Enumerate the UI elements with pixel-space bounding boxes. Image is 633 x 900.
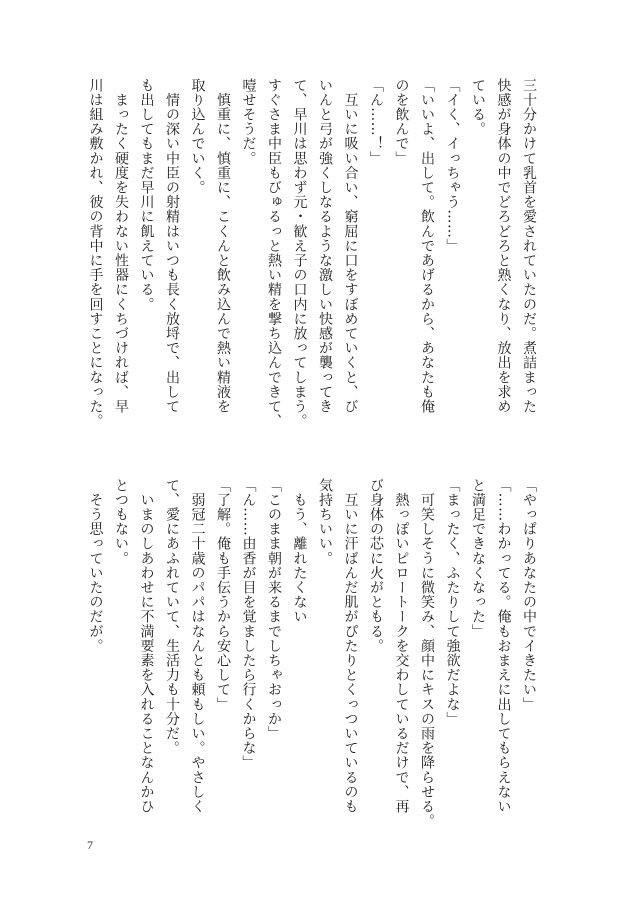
text-line: 快感が身体の中でどろどろと熟くなり、放出を求め	[495, 78, 512, 414]
text-line: 「了解。俺も手伝うから安心して」	[215, 478, 231, 712]
text-line: もう、離れたくない	[291, 478, 308, 624]
text-line: 情の深い中臣の射精はいつも長く放埒で、出して	[164, 78, 180, 414]
text-line: 熱っぽいピロートークを交わしているだけで、再	[393, 478, 410, 814]
text-line: まったく硬度を失わない性器にくちづければ、早	[113, 78, 129, 414]
text-block-upper	[81, 78, 541, 438]
text-line: ている。	[470, 78, 486, 137]
text-line: 噎せそうだ。	[240, 78, 257, 166]
text-line: と満足できなくなった」	[470, 478, 486, 639]
text-line: いんと弓が強くしなるような激しい快感が襲ってき	[317, 78, 333, 414]
text-line: そう思っていたのだが。	[87, 478, 104, 654]
text-block-lower	[81, 478, 541, 829]
text-line: 互いに吸い合い、窮屈に口をすぼめていくと、び	[342, 78, 359, 414]
text-line: 互いに汗ばんだ肌がぴたりとくっついているのも	[342, 478, 359, 814]
text-line: 慎重に、慎重に、こくんと飲み込んで熱い精液を	[215, 78, 231, 414]
text-line: 「いいよ、出して。飲んであげるから、あなたも俺	[419, 78, 435, 414]
text-line: て、早川は思わず元・歓え子の口内に放ってしまう。	[291, 78, 308, 429]
page-number: 7	[87, 838, 93, 852]
text-line: び身体の芯に火がともる。	[368, 478, 384, 654]
text-line: も出してもまだ早川に飢えている。	[138, 78, 155, 312]
text-line: 「このまま朝が来るまでしちゃおっか」	[266, 478, 282, 741]
text-line: 「ん……由香が目を覚ましたら行くからな」	[240, 478, 257, 770]
text-line: 「ん……！」	[368, 78, 384, 166]
text-line: 取り込んでいく。	[189, 78, 206, 195]
text-line: のを飲んで」	[393, 78, 410, 166]
text-line: 三十分かけて乳首を愛されていたのだ。煮詰まった	[521, 78, 537, 414]
text-line: 弱冠二十歳のパパはなんとも頼もしい。やさしく	[189, 478, 206, 814]
text-line: 「イく、イっちゃう……」	[444, 78, 461, 254]
text-line: 「まったく、ふたりして強欲だよな」	[444, 478, 461, 727]
text-line: とつもない。	[113, 478, 129, 566]
text-line: すぐさま中臣もびゅるっと熱い精を撃ち込んできて、	[266, 78, 282, 429]
text-line: て、愛にあふれていて、生活力も十分だ。	[164, 478, 180, 756]
text-line: いまのしあわせに不満要素を入れることなんかひ	[138, 478, 155, 814]
text-line: 可笑しそうに微笑み、顔中にキスの雨を降らせる。	[419, 478, 435, 829]
text-line: 川は組み敷かれ、彼の背中に手を回すことになった。	[87, 78, 104, 429]
text-line: 「……わかってる。俺もおまえに出してもらえない	[495, 478, 512, 814]
text-line: 気持ちいい。	[317, 478, 333, 566]
text-line: 「やっぱりあなたの中でイきたい」	[521, 478, 537, 712]
